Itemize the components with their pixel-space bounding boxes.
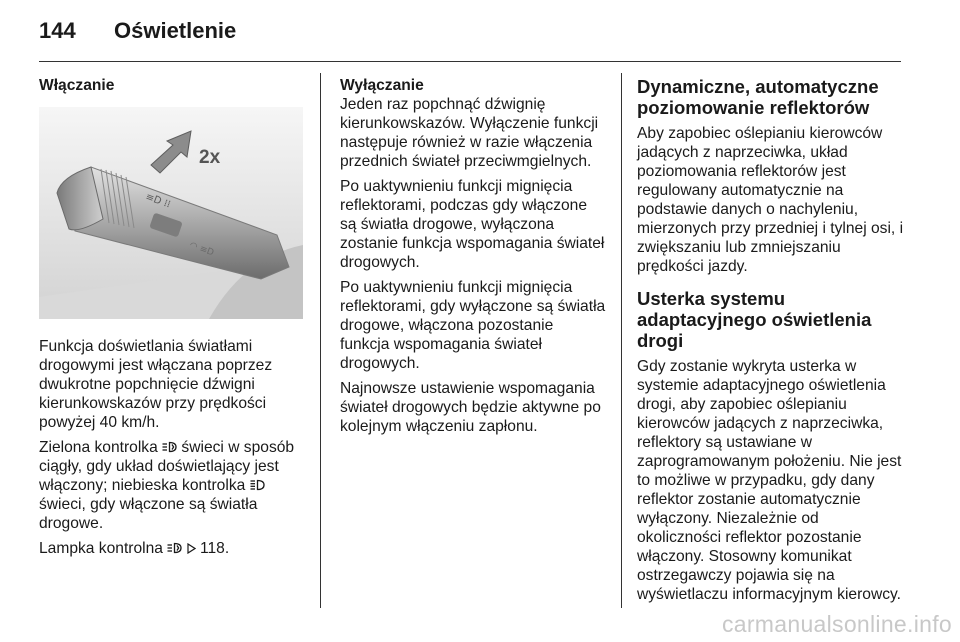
section-heading: Dynamiczne, automatyczne poziomowanie reflektorów	[637, 76, 879, 118]
column-divider	[621, 73, 622, 608]
page-reference-arrow-icon	[187, 543, 196, 554]
subheading-switching-off: Wyłączanie	[340, 77, 424, 94]
column-divider	[320, 73, 321, 608]
column-middle	[340, 76, 606, 442]
figure-label: 2x	[199, 147, 221, 168]
watermark: carmanualsonline.info	[721, 611, 952, 637]
headlight-assist-indicator-icon	[162, 441, 177, 453]
paragraph: Jeden raz popchnąć dźwignię kierunkowskazów. Wyłączenie funkcji następuje również w razie włączenia przednich świateł przeciwmgielnych.	[340, 96, 599, 170]
subheading-switching-on: Włączanie	[39, 77, 115, 94]
column-left	[39, 76, 307, 564]
page-number: 144	[39, 18, 76, 43]
high-beam-indicator-icon	[250, 479, 265, 491]
header-divider	[39, 61, 901, 62]
chapter-title: Oświetlenie	[114, 18, 237, 43]
svg-text:◠ ≡D: ◠ ≡D	[187, 240, 216, 259]
column-right	[637, 76, 905, 610]
paragraph: Zielona kontrolka świeci w sposób ciągły, gdy układ doświetlający jest włączony; niebieska kontrolka świeci, gdy włączone są światła drogowe.	[39, 439, 295, 532]
paragraph: Po uaktywnieniu funkcji mignięcia reflektorami, gdy wyłączone są światła drogowe, włączona pozostanie funkcja wspomagania świateł drogowych.	[340, 279, 606, 372]
paragraph: Funkcja doświetlania światłami drogowymi jest włączana poprzez dwukrotne popchnięcie dźwigni kierunkowskazów przy prędkości powyżej 40 km/h.	[39, 338, 273, 431]
paragraph: Gdy zostanie wykryta usterka w systemie adaptacyjnego oświetlenia drogi, aby zapobiec oślepianiu kierowców jadących z naprzeciwka, reflektory są ustawiane w zaprogramowanym położeniu. Nie jest to możliwe w przypadku, gdy dany reflektor zostanie automatycznie wyłączony. Niezależnie od okoliczności reflektor pozostanie włączony. Stosowny komunikat ostrzegawczy pojawia się na wyświetlaczu informacyjnym kierowcy.	[637, 358, 902, 603]
svg-text:≡D ⁞⁞: ≡D ⁞⁞	[143, 191, 172, 211]
paragraph: Po uaktywnieniu funkcji mignięcia reflektorami, podczas gdy włączone są światła drogowe, wyłączona zostanie funkcja wspomagania świateł drogowych.	[340, 178, 605, 271]
paragraph: Lampka kontrolna 118.	[39, 540, 230, 557]
paragraph: Aby zapobiec oślepianiu kierowców jadących z naprzeciwka, układ poziomowania reflektorów jest regulowany automatycznie na podstawie danych o nachyleniu, mierzonych przy przedniej i tylnej osi, i zwiększaniu lub zmniejszaniu prędkości jazdy.	[637, 125, 904, 275]
turn-signal-lever-illustration	[39, 107, 303, 319]
section-heading: Usterka systemu adaptacyjnego oświetlenia drogi	[637, 288, 872, 351]
headlight-assist-indicator-icon	[167, 542, 182, 554]
paragraph: Najnowsze ustawienie wspomagania świateł drogowych będzie aktywne po kolejnym włączeniu zapłonu.	[340, 380, 601, 435]
